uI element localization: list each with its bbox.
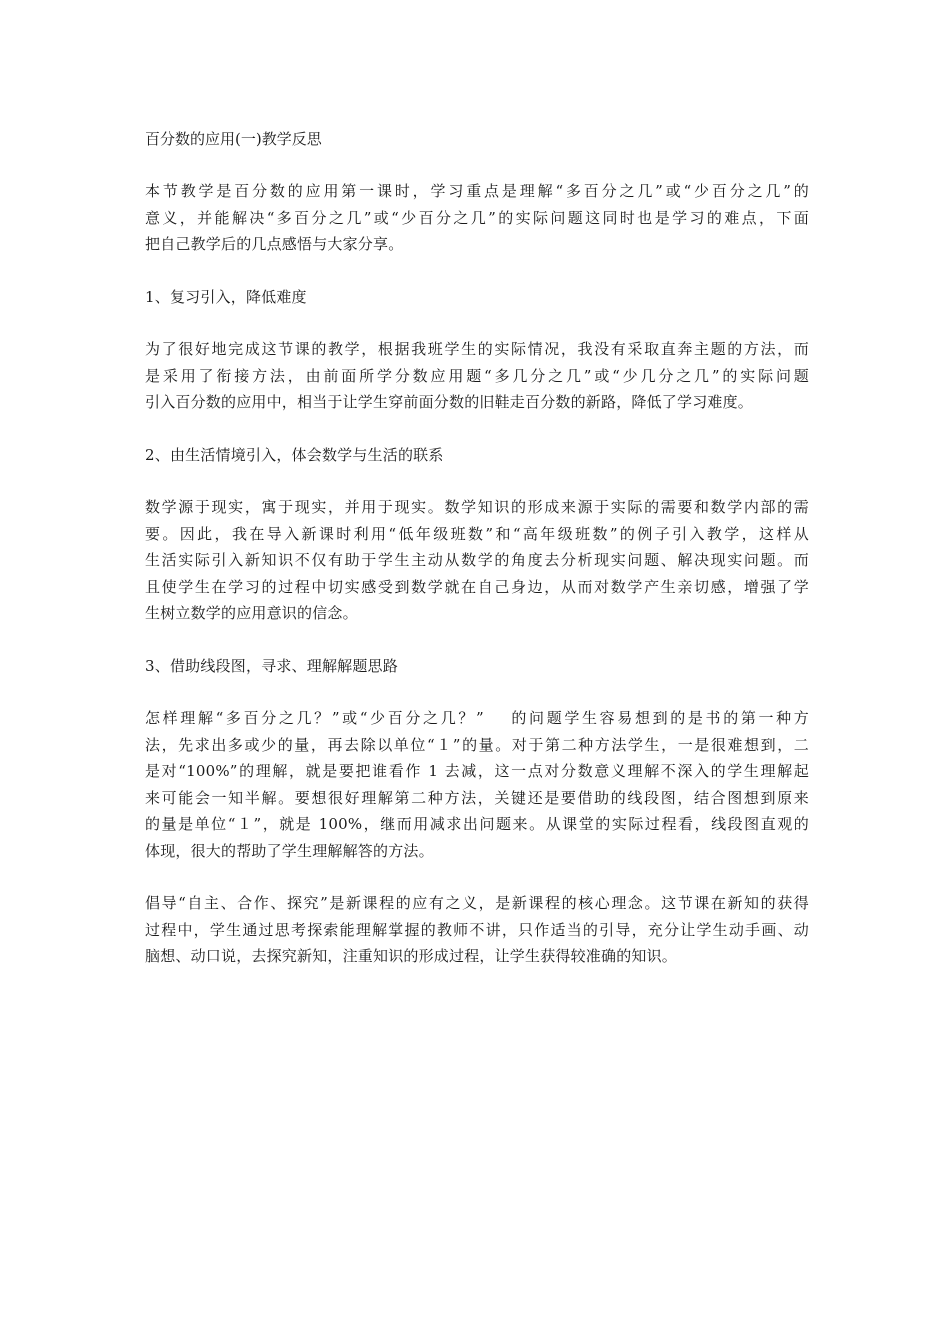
- text-line: 过程中，学生通过思考探索能理解掌握的教师不讲，只作适当的引导，充分让学生动手画、动: [145, 920, 809, 939]
- text-line: 的量是单位“１”，就是 100%，继而用减求出问题来。从课堂的实际过程看，线段图直观的: [145, 815, 809, 833]
- text-line: 把自己教学后的几点感悟与大家分享。: [145, 235, 404, 253]
- text-line: 是采用了衔接方法，由前面所学分数应用题“多几分之几”或“少几分之几”的实际问题: [145, 366, 809, 385]
- paragraph-section-3: [145, 705, 809, 864]
- text-line: 是对“100%”的理解，就是要把谁看作 1 去减，这一点对分数意义理解不深入的学生理解起: [145, 762, 809, 780]
- text-line: 意义，并能解决“多百分之几”或“少百分之几”的实际问题这同时也是学习的难点，下面: [145, 208, 809, 227]
- text-line: 为了很好地完成这节课的教学，根据我班学生的实际情况，我没有采取直奔主题的方法，而: [145, 340, 809, 358]
- section-heading-1: 1、复习引入，降低难度: [145, 287, 307, 306]
- text-line: 体现，很大的帮助了学生理解解答的方法。: [145, 841, 434, 860]
- text-line: 生活实际引入新知识不仅有助于学生主动从数学的角度去分析现实问题、解决现实问题。而: [145, 551, 809, 569]
- document-title: 百分数的应用(一)教学反思: [145, 130, 322, 148]
- section-heading-2: 2、由生活情境引入，体会数学与生活的联系: [145, 445, 444, 464]
- paragraph-intro: [145, 178, 809, 258]
- text-line: 法，先求出多或少的量，再去除以单位“１”的量。对于第二种方法学生，一是很难想到，二: [145, 735, 809, 754]
- text-line: 引入百分数的应用中，相当于让学生穿前面分数的旧鞋走百分数的新路，降低了学习难度。: [145, 393, 754, 411]
- text-line: 要。因此，我在导入新课时利用“低年级班数”和“高年级班数”的例子引入教学，这样从: [145, 524, 809, 543]
- text-line: 倡导“自主、合作、探究”是新课程的应有之义，是新课程的核心理念。这节课在新知的获得: [145, 894, 809, 912]
- text-line: 怎样理解“多百分之几？”或“少百分之几？” 的问题学生容易想到的是书的第一种方: [145, 709, 809, 727]
- paragraph-section-1: [145, 336, 809, 416]
- paragraph-section-2: [145, 494, 809, 627]
- text-line: 生树立数学的应用意识的信念。: [145, 604, 358, 622]
- text-line: 本节教学是百分数的应用第一课时，学习重点是理解“多百分之几”或“少百分之几”的: [145, 182, 809, 200]
- text-line: 来可能会一知半解。要想很好理解第二种方法，关键还是要借助的线段图，结合图想到原来: [145, 788, 809, 807]
- document-page: [145, 126, 809, 970]
- text-line: 脑想、动口说，去探究新知，注重知识的形成过程，让学生获得较准确的知识。: [145, 947, 678, 965]
- paragraph-conclusion: [145, 890, 809, 970]
- text-line: 且使学生在学习的过程中切实感受到数学就在自己身边，从而对数学产生亲切感，增强了学: [145, 577, 809, 596]
- section-heading-3: 3、借助线段图，寻求、理解解题思路: [145, 656, 398, 675]
- text-line: 数学源于现实，寓于现实，并用于现实。数学知识的形成来源于实际的需要和数学内部的需: [145, 498, 809, 516]
